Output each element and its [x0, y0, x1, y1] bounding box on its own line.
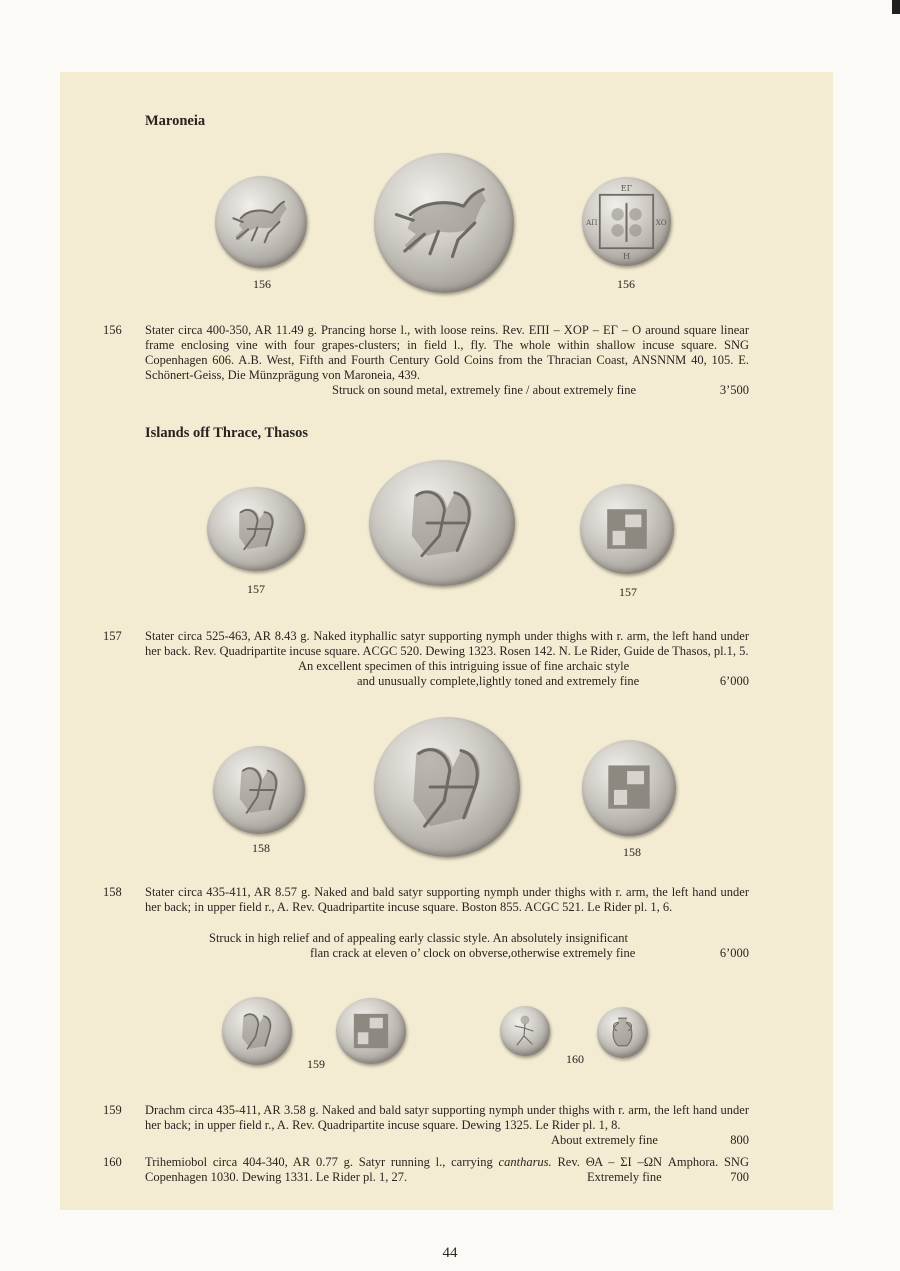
section-heading-maroneia: Maroneia [145, 113, 206, 129]
satyr-nymph-icon [213, 746, 305, 834]
coin-157-obverse-image [207, 487, 305, 571]
lot-condition: An excellent specimen of this intriguing issue of fine archaic style [298, 659, 630, 673]
satyr-nymph-icon [369, 460, 515, 586]
legend-right: ΧΟ [655, 218, 667, 228]
lot-description: Drachm circa 435-411, AR 3.58 g. Naked and bald satyr supporting nymph under thighs with r. arm, the left hand under her back; in upper field r., A. Rev. Quadripartite incuse square. Dewing 1325. Le Rider pl. 1, 8. [145, 1103, 749, 1132]
coin-label: 156 [253, 277, 271, 291]
coin-label: 158 [252, 841, 270, 855]
lot-description: Stater circa 525-463, AR 8.43 g. Naked ityphallic satyr supporting nymph under thighs with r. arm, the left hand under her back. Rev. Quadripartite incuse square. ACGC 520. Dewing 1323. Rosen 142. N. Le Rider, Guide de Thasos, pl.1, 5. [145, 629, 749, 658]
incuse-square-icon [336, 998, 406, 1064]
coin-156-enlarged-image [374, 153, 514, 293]
lot-description: Stater circa 435-411, AR 8.57 g. Naked and bald satyr supporting nymph under thighs with r. arm, the left hand under her back; in upper field r., A. Rev. Quadripartite incuse square. Boston 855. ACGC 521. Le Rider pl. 1, 6. [145, 885, 749, 914]
incuse-square-icon [580, 484, 674, 574]
lot-estimate: 800 [730, 1133, 749, 1147]
coin-label: 157 [619, 585, 637, 599]
coin-158-reverse-image [582, 740, 676, 836]
amphora-icon [597, 1007, 648, 1058]
coin-label: 156 [617, 277, 635, 291]
lot-description-italic: cantharus. [498, 1155, 552, 1169]
coin-label: 158 [623, 845, 641, 859]
lot-description-text: Rev. ΘΑ – ΣΙ –ΩΝ Amphora. SNG Copenhagen 1030. Dewing 1331. Le Rider pl. 1, 27. [145, 1155, 749, 1184]
coin-label: 157 [247, 582, 265, 596]
coin-159-obverse-image [222, 997, 292, 1065]
grape-vine-square-icon [582, 177, 671, 266]
legend-bottom: Η [623, 251, 630, 261]
lot-number: 156 [103, 323, 122, 337]
coin-160-reverse-image [597, 1007, 648, 1058]
lot-estimate: 6’000 [719, 674, 749, 688]
coin-156-reverse-image [582, 177, 671, 266]
legend-top: ΕΓ [620, 184, 633, 194]
lot-description-text: Trihemiobol circa 404-340, AR 0.77 g. Satyr running l., carrying [145, 1155, 499, 1169]
coin-157-reverse-image [580, 484, 674, 574]
section-heading-thasos: Islands off Thrace, Thasos [145, 425, 309, 441]
lot-estimate: 6’000 [719, 946, 749, 960]
satyr-nymph-icon [374, 717, 520, 857]
lot-condition: Struck on sound metal, extremely fine / about extremely fine [332, 383, 637, 397]
coin-156-obverse-image [215, 176, 307, 268]
lot-estimate: 3’500 [719, 383, 749, 397]
lot-description: Stater circa 400-350, AR 11.49 g. Prancing horse l., with loose reins. Rev. ΕΠΙ – ΧΟΡ – ΕΓ – Ο around square linear frame enclosing vine with four grapes-clusters; in field l., fly. The whole within shallow incuse square. SNG Copenhagen 606. A.B. West, Fifth and Fourth Century Gold Coins from the Thracian Coast, ANSNNM 40, 105. E. Schönert-Geiss, Die Münzprägung von Maroneia, 439. [145, 323, 749, 382]
lot-condition: flan crack at eleven o’ clock on obverse,otherwise extremely fine [310, 946, 636, 960]
coin-label: 159 [307, 1057, 325, 1071]
lot-condition: and unusually complete,lightly toned and extremely fine [357, 674, 640, 688]
legend-left: ΑΠ [586, 218, 598, 228]
satyr-nymph-icon [207, 487, 305, 571]
horse-icon [215, 176, 307, 268]
coin-158-enlarged-image [374, 717, 520, 857]
incuse-square-icon [582, 740, 676, 836]
satyr-nymph-icon [222, 997, 292, 1065]
lot-number: 157 [103, 629, 122, 643]
page-corner-mark [892, 0, 900, 14]
coin-158-obverse-image [213, 746, 305, 834]
coin-159-reverse-image [336, 998, 406, 1064]
lot-condition: About extremely fine [551, 1133, 658, 1147]
lot-number: 159 [103, 1103, 122, 1117]
lot-condition: Extremely fine [587, 1170, 662, 1184]
coin-label: 160 [566, 1052, 584, 1066]
coin-160-obverse-image [500, 1006, 550, 1056]
coin-157-enlarged-image [369, 460, 515, 586]
page-number: 44 [442, 1245, 458, 1261]
lot-estimate: 700 [730, 1170, 749, 1184]
lot-condition: Struck in high relief and of appealing early classic style. An absolutely insignificant [209, 931, 628, 945]
horse-icon [374, 153, 514, 293]
lot-number: 160 [103, 1155, 122, 1169]
lot-number: 158 [103, 885, 122, 899]
running-satyr-icon [500, 1006, 550, 1056]
